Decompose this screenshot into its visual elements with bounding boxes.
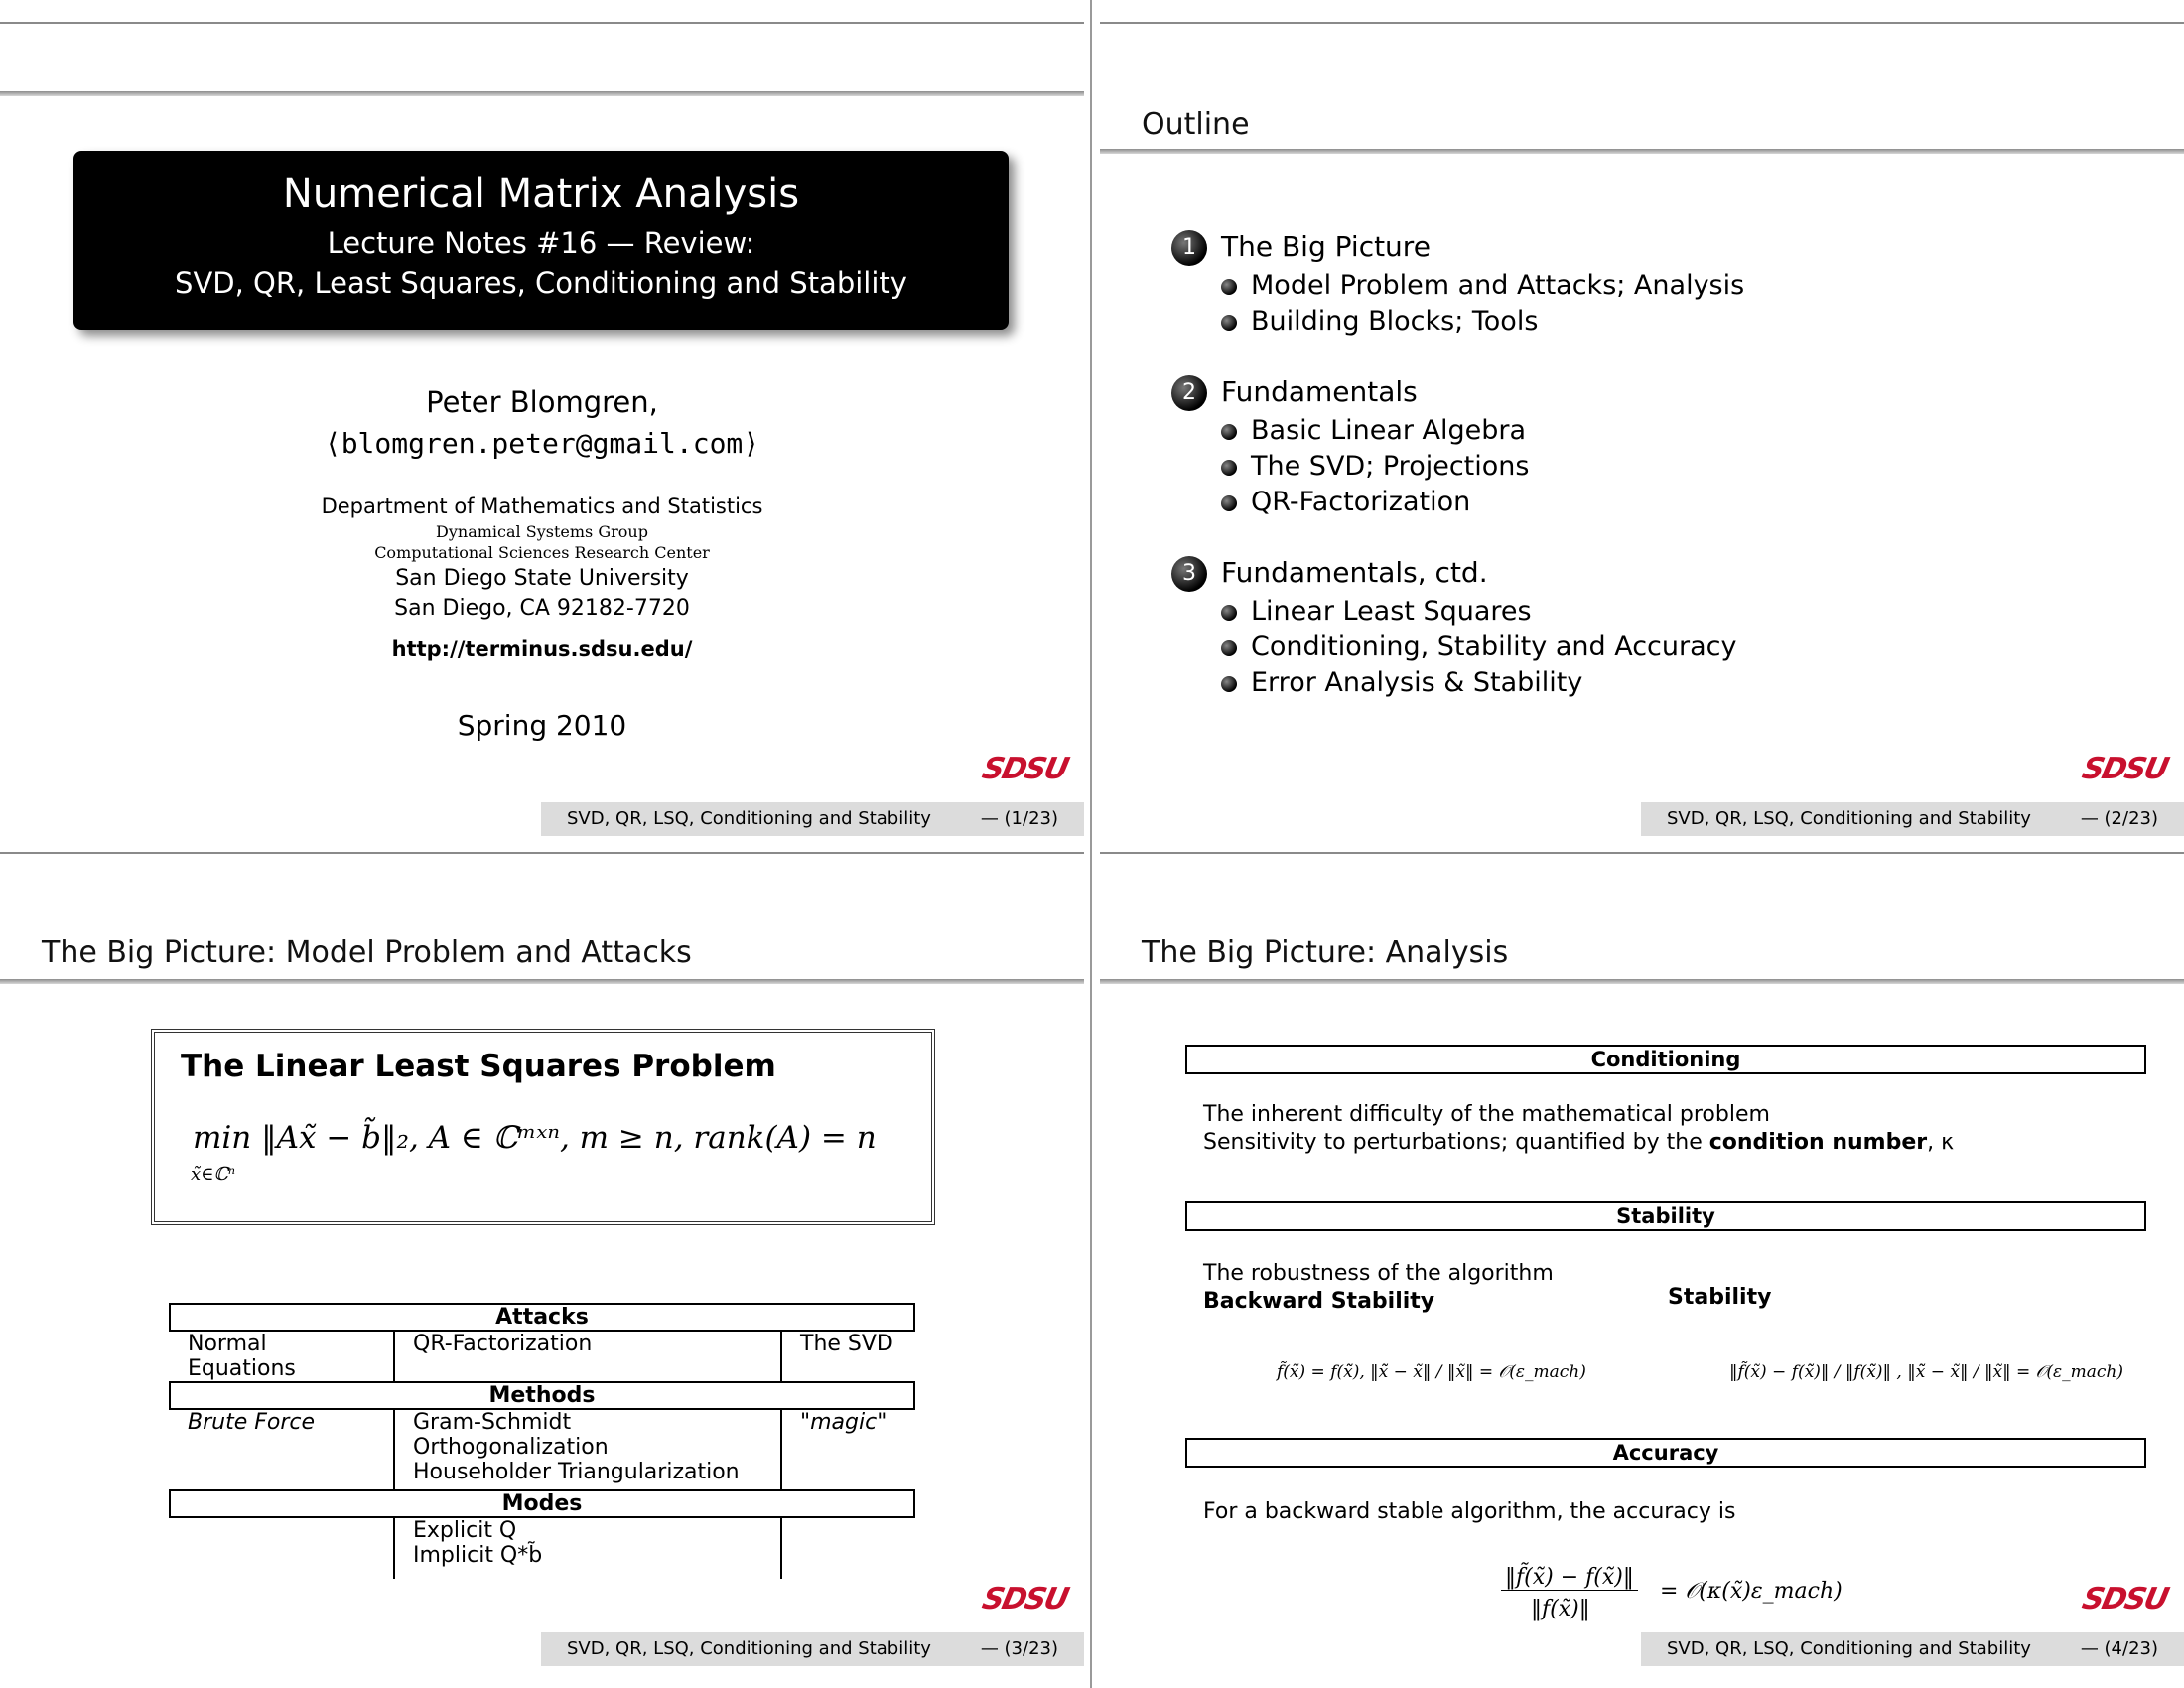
method-label: Gram-Schmidt Orthogonalization: [413, 1410, 609, 1460]
bullet-icon: [1221, 315, 1237, 331]
outline-item[interactable]: [1221, 306, 1538, 337]
bullet-icon: [1221, 605, 1237, 621]
outline-item[interactable]: [1221, 487, 1470, 517]
method-cell: [781, 1409, 914, 1490]
backward-stability-formula: f̃(x̃) = f(x̃̃), ‖x̃̃ − x̃‖ / ‖x̃‖ = 𝒪(ε_mach): [1277, 1362, 1586, 1382]
bullet-icon: [1221, 460, 1237, 476]
header-rule: [1100, 149, 2184, 154]
bullet-icon: [1221, 676, 1237, 692]
slide-1: [0, 22, 1084, 836]
slide-top-rule: [1100, 22, 2184, 24]
stability-label: Stability: [1668, 1285, 1772, 1310]
frame-title: Outline: [1142, 107, 1250, 142]
modes-header: Modes: [170, 1490, 914, 1517]
mode-cell: [781, 1517, 914, 1579]
conditioning-line-1: The inherent difficulty of the mathematical problem: [1203, 1102, 1770, 1127]
bullet-icon: [1221, 424, 1237, 440]
condition-number-term: condition number: [1708, 1130, 1928, 1155]
attacks-header: Attacks: [170, 1304, 914, 1331]
slide-2: [1100, 22, 2184, 836]
conditioning-header: Conditioning: [1185, 1045, 2146, 1074]
section-label: Fundamentals, ctd.: [1221, 556, 1488, 589]
outline-item-label: QR-Factorization: [1251, 487, 1471, 517]
department: Department of Mathematics and Statistics: [321, 494, 763, 518]
bullet-icon: [1221, 495, 1237, 511]
university: San Diego State University: [395, 566, 689, 591]
page-number: — (2/23): [2080, 808, 2158, 829]
title-block: [73, 151, 1009, 330]
course-url[interactable]: http://terminus.sdsu.edu/: [391, 637, 693, 661]
section-label: Fundamentals: [1221, 375, 1418, 408]
accuracy-formula-denominator: ‖f(x̃)‖: [1531, 1597, 1590, 1621]
outline-item-label: Linear Least Squares: [1251, 596, 1532, 627]
page-number: — (3/23): [980, 1638, 1058, 1659]
outline-item-label: Conditioning, Stability and Accuracy: [1251, 632, 1737, 662]
kappa-symbol: , κ: [1927, 1130, 1955, 1155]
attack-cell: QR-Factorization: [394, 1331, 781, 1382]
accuracy-formula-rhs: = 𝒪(κ(x̃)ε_mach): [1660, 1579, 1843, 1604]
slide-top-rule: [1100, 852, 2184, 854]
page-number: — (4/23): [2080, 1638, 2158, 1659]
outline-item-label: The SVD; Projections: [1251, 451, 1530, 482]
presentation-subtitle-2: SVD, QR, Least Squares, Conditioning and Stability: [175, 266, 907, 300]
accuracy-line: For a backward stable algorithm, the accuracy is: [1203, 1499, 1736, 1524]
research-group: Dynamical Systems Group: [436, 522, 648, 541]
author-name: Peter Blomgren,: [426, 385, 658, 419]
header-rule: [1100, 979, 2184, 984]
sdsu-logo: SDSU: [978, 1582, 1070, 1617]
lsq-equation: min ‖Ax̃ − b̃‖₂, A ∈ ℂᵐˣⁿ, m ≥ n, rank(A) = n: [193, 1120, 877, 1156]
outline-item[interactable]: [1221, 667, 1582, 698]
lsq-equation-subscript: x̃∈ℂⁿ: [191, 1164, 236, 1185]
sdsu-logo: SDSU: [2078, 752, 2170, 786]
page-number: — (1/23): [980, 808, 1058, 829]
outline-item[interactable]: [1221, 415, 1526, 446]
footer-title: SVD, QR, LSQ, Conditioning and Stability: [1667, 808, 2031, 829]
mode-label: Explicit Q: [413, 1518, 517, 1543]
attacks-table: [169, 1303, 915, 1579]
slide-top-rule: [0, 852, 1084, 854]
method-cell: [170, 1409, 394, 1490]
frame-title: The Big Picture: Analysis: [1142, 935, 1509, 970]
header-rule: [0, 91, 1084, 96]
slide-footer: [1641, 1632, 2184, 1666]
stability-formula: ‖f̃(x̃) − f(x̃̃)‖ / ‖f(x̃̃)‖ , ‖x̃̃ − x̃‖ / ‖x̃‖ = 𝒪(ε_mach): [1729, 1362, 2123, 1382]
slide-4: [1100, 852, 2184, 1666]
bullet-icon: [1221, 640, 1237, 656]
slide-top-rule: [0, 22, 1084, 24]
method-label: "magic": [800, 1410, 887, 1435]
method-label: Brute Force: [188, 1410, 316, 1435]
method-cell: [394, 1409, 781, 1490]
methods-header: Methods: [170, 1382, 914, 1409]
attack-cell: Normal Equations: [188, 1332, 296, 1381]
outline-item[interactable]: [1221, 632, 1736, 662]
mode-cell: [394, 1517, 781, 1579]
footer-title: SVD, QR, LSQ, Conditioning and Stability: [567, 1638, 931, 1659]
lsq-box-title: The Linear Least Squares Problem: [181, 1049, 776, 1084]
accuracy-formula-numerator: ‖f̃(x̃) − f(x̃)‖: [1501, 1565, 1638, 1591]
research-center: Computational Sciences Research Center: [374, 543, 710, 562]
stability-header: Stability: [1185, 1201, 2146, 1231]
outline-item[interactable]: [1221, 451, 1529, 482]
slide-footer: [1641, 802, 2184, 836]
frame-title: The Big Picture: Model Problem and Attacks: [42, 935, 692, 970]
outline-item-label: Error Analysis & Stability: [1251, 667, 1583, 698]
presentation-title: Numerical Matrix Analysis: [282, 171, 800, 216]
outline-section-2[interactable]: [1171, 375, 1418, 411]
stability-line: The robustness of the algorithm: [1203, 1261, 1554, 1286]
mode-label: Implicit Q*b̃: [413, 1543, 543, 1568]
slide-3: [0, 852, 1084, 1666]
method-label: Householder Triangularization: [413, 1460, 740, 1484]
section-number-badge: 2: [1171, 375, 1207, 411]
author-email: ⟨blomgren.peter@gmail.com⟩: [324, 427, 760, 460]
outline-section-3[interactable]: [1171, 556, 1488, 592]
conditioning-line-2: [1203, 1130, 1954, 1155]
column-divider: [1090, 0, 1092, 1688]
accuracy-header: Accuracy: [1185, 1438, 2146, 1468]
backward-stability-label: Backward Stability: [1203, 1289, 1435, 1314]
conditioning-text: Sensitivity to perturbations; quantified by the: [1203, 1130, 1709, 1155]
slide-footer: [541, 1632, 1084, 1666]
outline-item-label: Basic Linear Algebra: [1251, 415, 1527, 446]
attack-cell: The SVD: [800, 1332, 893, 1356]
section-number-badge: 1: [1171, 230, 1207, 266]
footer-title: SVD, QR, LSQ, Conditioning and Stability: [567, 808, 931, 829]
bullet-icon: [1221, 279, 1237, 295]
header-rule: [0, 979, 1084, 984]
mode-cell: [170, 1517, 394, 1579]
sdsu-logo: SDSU: [2078, 1582, 2170, 1617]
slide-footer: [541, 802, 1084, 836]
sdsu-logo: SDSU: [978, 752, 1070, 786]
footer-title: SVD, QR, LSQ, Conditioning and Stability: [1667, 1638, 2031, 1659]
outline-item[interactable]: [1221, 270, 1744, 301]
outline-section-1[interactable]: [1171, 230, 1431, 266]
lsq-problem-box: [151, 1029, 935, 1225]
university-city: San Diego, CA 92182-7720: [394, 596, 690, 621]
outline-item-label: Model Problem and Attacks; Analysis: [1251, 270, 1745, 301]
outline-item[interactable]: [1221, 596, 1532, 627]
section-number-badge: 3: [1171, 556, 1207, 592]
term: Spring 2010: [457, 709, 627, 742]
outline-item-label: Building Blocks; Tools: [1251, 306, 1539, 337]
presentation-subtitle-1: Lecture Notes #16 — Review:: [327, 226, 755, 260]
section-label: The Big Picture: [1221, 230, 1431, 263]
